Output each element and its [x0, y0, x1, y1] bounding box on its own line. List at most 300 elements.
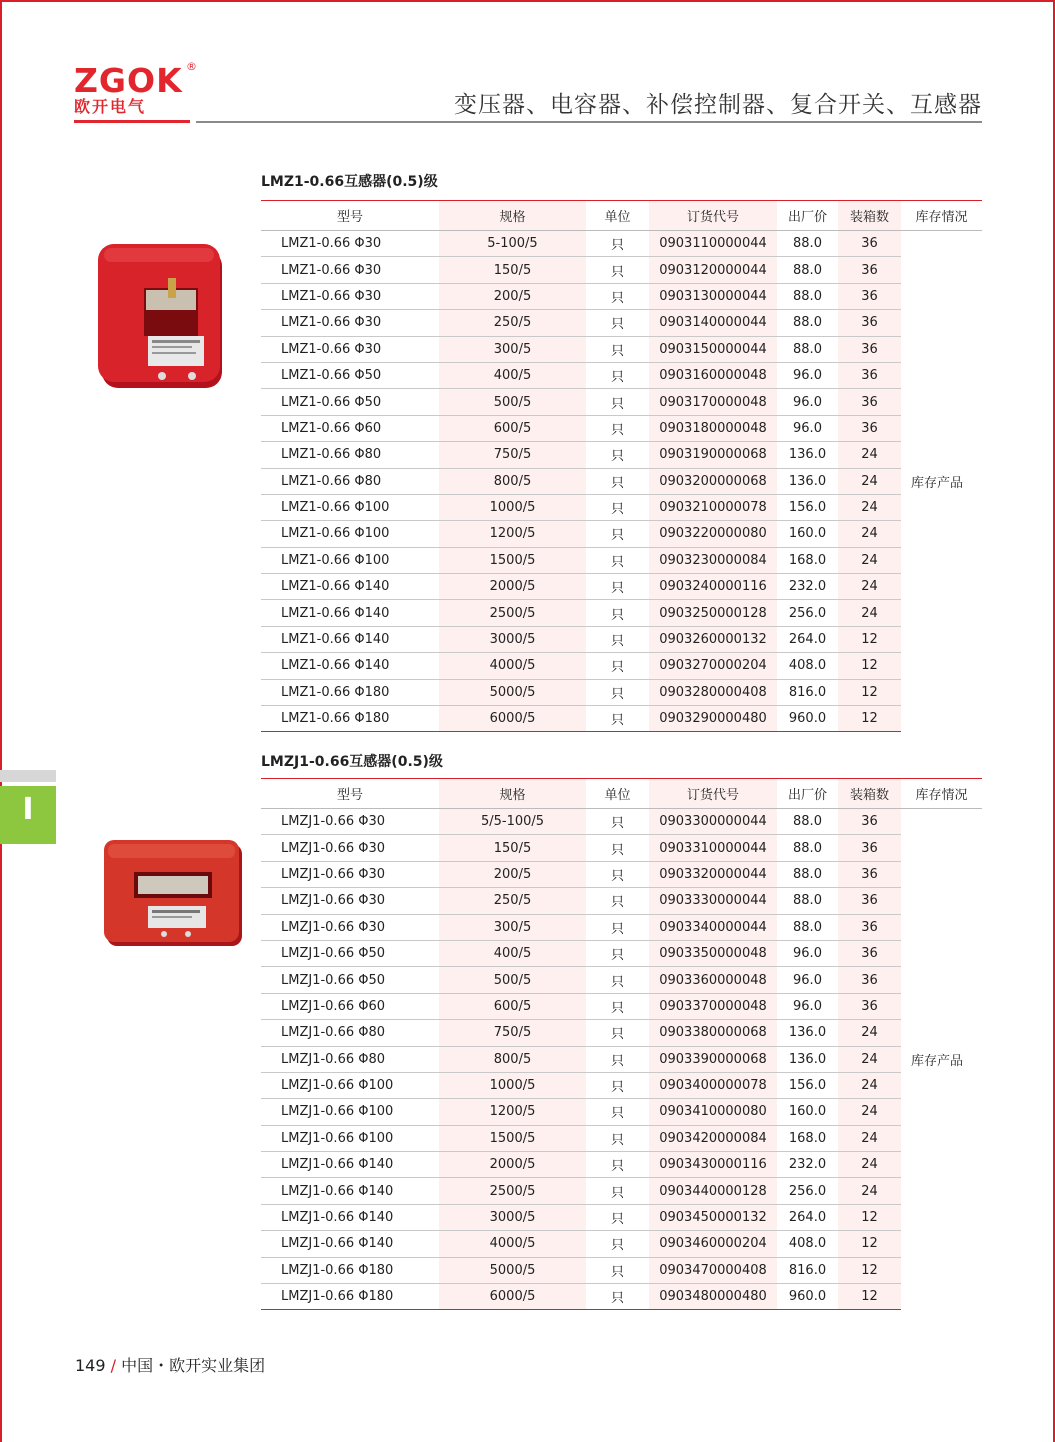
- cell-price: 136.0: [777, 1020, 838, 1046]
- cell-order-code: 0903110000044: [649, 231, 777, 257]
- cell-unit: 只: [586, 389, 649, 415]
- cell-model: LMZJ1-0.66 Φ30: [261, 888, 439, 914]
- cell-model: LMZJ1-0.66 Φ180: [261, 1257, 439, 1283]
- cell-model: LMZ1-0.66 Φ140: [261, 626, 439, 652]
- cell-unit: 只: [586, 1099, 649, 1125]
- side-tab-shade: [0, 770, 56, 782]
- cell-price: 96.0: [777, 362, 838, 388]
- page-number: 149: [75, 1356, 106, 1375]
- cell-pack-qty: 24: [838, 1152, 901, 1178]
- table-row: [261, 1125, 982, 1151]
- cell-model: LMZJ1-0.66 Φ140: [261, 1178, 439, 1204]
- cell-order-code: 0903350000048: [649, 940, 777, 966]
- cell-spec: 300/5: [439, 914, 586, 940]
- cell-model: LMZJ1-0.66 Φ100: [261, 1125, 439, 1151]
- cell-spec: 5000/5: [439, 1257, 586, 1283]
- col-header-order-code: 订货代号: [649, 201, 777, 231]
- cell-order-code: 0903170000048: [649, 389, 777, 415]
- cell-pack-qty: 36: [838, 336, 901, 362]
- cell-model: LMZ1-0.66 Φ30: [261, 257, 439, 283]
- cell-unit: 只: [586, 336, 649, 362]
- cell-stock-status: 库存产品: [911, 475, 964, 491]
- cell-price: 136.0: [777, 468, 838, 494]
- cell-model: LMZJ1-0.66 Φ80: [261, 1020, 439, 1046]
- logo-underline: [74, 120, 190, 123]
- cell-unit: 只: [586, 521, 649, 547]
- section-title-lmzj1: LMZJ1-0.66互感器(0.5)级: [261, 754, 443, 770]
- cell-model: LMZ1-0.66 Φ30: [261, 336, 439, 362]
- cell-pack-qty: 36: [838, 809, 901, 835]
- page-title: 变压器、电容器、补偿控制器、复合开关、互感器: [454, 92, 982, 118]
- cell-unit: 只: [586, 888, 649, 914]
- cell-model: LMZJ1-0.66 Φ30: [261, 914, 439, 940]
- cell-order-code: 0903200000068: [649, 468, 777, 494]
- cell-price: 96.0: [777, 967, 838, 993]
- cell-model: LMZ1-0.66 Φ30: [261, 283, 439, 309]
- cell-order-code: 0903280000408: [649, 679, 777, 705]
- table-row: [261, 257, 982, 283]
- cell-model: LMZ1-0.66 Φ180: [261, 679, 439, 705]
- cell-price: 88.0: [777, 809, 838, 835]
- cell-spec: 750/5: [439, 1020, 586, 1046]
- cell-unit: 只: [586, 967, 649, 993]
- table-row: [261, 809, 982, 835]
- cell-price: 816.0: [777, 1257, 838, 1283]
- table-row: [261, 494, 982, 520]
- cell-unit: 只: [586, 600, 649, 626]
- cell-model: LMZJ1-0.66 Φ50: [261, 967, 439, 993]
- cell-spec: 1000/5: [439, 494, 586, 520]
- cell-unit: 只: [586, 468, 649, 494]
- cell-spec: 1000/5: [439, 1072, 586, 1098]
- cell-unit: 只: [586, 1231, 649, 1257]
- lmzj1-transformer-image: [104, 838, 244, 948]
- cell-price: 88.0: [777, 914, 838, 940]
- cell-order-code: 0903290000480: [649, 706, 777, 732]
- table-row: [261, 993, 982, 1019]
- cell-spec: 750/5: [439, 442, 586, 468]
- table-row: [261, 415, 982, 441]
- table-row: [261, 861, 982, 887]
- cell-unit: 只: [586, 653, 649, 679]
- cell-spec: 250/5: [439, 888, 586, 914]
- cell-pack-qty: 12: [838, 706, 901, 732]
- table-row: [261, 521, 982, 547]
- table-row: [261, 679, 982, 705]
- cell-model: LMZ1-0.66 Φ180: [261, 706, 439, 732]
- cell-spec: 600/5: [439, 415, 586, 441]
- cell-model: LMZJ1-0.66 Φ30: [261, 809, 439, 835]
- cell-price: 256.0: [777, 1178, 838, 1204]
- cell-price: 408.0: [777, 1231, 838, 1257]
- cell-pack-qty: 12: [838, 653, 901, 679]
- table-row: [261, 706, 982, 732]
- cell-model: LMZ1-0.66 Φ30: [261, 310, 439, 336]
- logo-subtitle: 欧开电气: [74, 97, 147, 116]
- cell-pack-qty: 24: [838, 1072, 901, 1098]
- chapter-tab: I: [0, 786, 56, 844]
- cell-pack-qty: 12: [838, 1204, 901, 1230]
- cell-order-code: 0903260000132: [649, 626, 777, 652]
- cell-order-code: 0903150000044: [649, 336, 777, 362]
- cell-unit: 只: [586, 861, 649, 887]
- cell-pack-qty: 36: [838, 914, 901, 940]
- cell-order-code: 0903380000068: [649, 1020, 777, 1046]
- col-header-stock: 库存情况: [901, 779, 982, 809]
- cell-price: 156.0: [777, 1072, 838, 1098]
- cell-order-code: 0903190000068: [649, 442, 777, 468]
- cell-spec: 2000/5: [439, 574, 586, 600]
- table-row: [261, 1284, 982, 1310]
- cell-pack-qty: 36: [838, 940, 901, 966]
- cell-order-code: 0903270000204: [649, 653, 777, 679]
- cell-unit: 只: [586, 679, 649, 705]
- cell-unit: 只: [586, 1257, 649, 1283]
- cell-price: 88.0: [777, 835, 838, 861]
- cell-model: LMZ1-0.66 Φ100: [261, 547, 439, 573]
- cell-order-code: 0903360000048: [649, 967, 777, 993]
- cell-pack-qty: 36: [838, 835, 901, 861]
- cell-spec: 200/5: [439, 861, 586, 887]
- cell-spec: 6000/5: [439, 1284, 586, 1310]
- table-row: [261, 362, 982, 388]
- table-row: [261, 626, 982, 652]
- cell-spec: 2500/5: [439, 1178, 586, 1204]
- cell-unit: 只: [586, 1178, 649, 1204]
- cell-price: 816.0: [777, 679, 838, 705]
- table-row: [261, 1178, 982, 1204]
- cell-price: 88.0: [777, 861, 838, 887]
- cell-unit: 只: [586, 415, 649, 441]
- table-row: [261, 600, 982, 626]
- table-row: [261, 574, 982, 600]
- cell-price: 256.0: [777, 600, 838, 626]
- cell-model: LMZ1-0.66 Φ100: [261, 494, 439, 520]
- cell-model: LMZ1-0.66 Φ80: [261, 442, 439, 468]
- cell-price: 232.0: [777, 574, 838, 600]
- cell-spec: 2000/5: [439, 1152, 586, 1178]
- cell-price: 88.0: [777, 231, 838, 257]
- logo-wordmark: ZGOK: [74, 61, 183, 100]
- table-row: [261, 336, 982, 362]
- page-border-top: [0, 0, 1055, 2]
- cell-model: LMZJ1-0.66 Φ30: [261, 861, 439, 887]
- section-title-lmz1: LMZ1-0.66互感器(0.5)级: [261, 174, 438, 190]
- cell-spec: 1500/5: [439, 1125, 586, 1151]
- cell-spec: 200/5: [439, 283, 586, 309]
- cell-price: 264.0: [777, 1204, 838, 1230]
- table-row: [261, 1099, 982, 1125]
- cell-order-code: 0903330000044: [649, 888, 777, 914]
- cell-order-code: 0903220000080: [649, 521, 777, 547]
- table-row: [261, 389, 982, 415]
- cell-spec: 3000/5: [439, 1204, 586, 1230]
- cell-unit: 只: [586, 494, 649, 520]
- cell-model: LMZJ1-0.66 Φ180: [261, 1284, 439, 1310]
- cell-price: 88.0: [777, 888, 838, 914]
- cell-pack-qty: 12: [838, 626, 901, 652]
- cell-spec: 800/5: [439, 1046, 586, 1072]
- col-header-unit: 单位: [586, 779, 649, 809]
- col-header-price: 出厂价: [777, 779, 838, 809]
- col-header-stock: 库存情况: [901, 201, 982, 231]
- col-header-spec: 规格: [439, 779, 586, 809]
- cell-pack-qty: 24: [838, 521, 901, 547]
- cell-spec: 1200/5: [439, 521, 586, 547]
- brand-logo: [74, 60, 197, 124]
- header-rule: [196, 121, 982, 123]
- cell-pack-qty: 12: [838, 1231, 901, 1257]
- cell-order-code: 0903430000116: [649, 1152, 777, 1178]
- cell-pack-qty: 36: [838, 888, 901, 914]
- cell-unit: 只: [586, 231, 649, 257]
- cell-pack-qty: 36: [838, 310, 901, 336]
- cell-order-code: 0903470000408: [649, 1257, 777, 1283]
- cell-unit: 只: [586, 809, 649, 835]
- cell-order-code: 0903250000128: [649, 600, 777, 626]
- table-row: [261, 1072, 982, 1098]
- cell-model: LMZJ1-0.66 Φ140: [261, 1152, 439, 1178]
- table-row: [261, 231, 982, 257]
- cell-order-code: 0903140000044: [649, 310, 777, 336]
- cell-spec: 5/5-100/5: [439, 809, 586, 835]
- col-header-model: 型号: [261, 201, 439, 231]
- cell-unit: 只: [586, 1152, 649, 1178]
- cell-order-code: 0903130000044: [649, 283, 777, 309]
- cell-order-code: 0903120000044: [649, 257, 777, 283]
- cell-spec: 1200/5: [439, 1099, 586, 1125]
- cell-order-code: 0903310000044: [649, 835, 777, 861]
- table-row: [261, 940, 982, 966]
- table-row: [261, 888, 982, 914]
- cell-pack-qty: 24: [838, 600, 901, 626]
- cell-price: 408.0: [777, 653, 838, 679]
- lmz1-transformer-image: [98, 240, 226, 392]
- cell-pack-qty: 24: [838, 1125, 901, 1151]
- table-row: [261, 1020, 982, 1046]
- cell-spec: 500/5: [439, 389, 586, 415]
- cell-price: 88.0: [777, 283, 838, 309]
- table-row: [261, 914, 982, 940]
- cell-price: 96.0: [777, 940, 838, 966]
- cell-unit: 只: [586, 257, 649, 283]
- cell-pack-qty: 36: [838, 967, 901, 993]
- col-header-model: 型号: [261, 779, 439, 809]
- cell-pack-qty: 36: [838, 993, 901, 1019]
- cell-price: 136.0: [777, 1046, 838, 1072]
- cell-order-code: 0903400000078: [649, 1072, 777, 1098]
- cell-unit: 只: [586, 547, 649, 573]
- cell-spec: 2500/5: [439, 600, 586, 626]
- footer-slash: /: [110, 1356, 117, 1375]
- cell-pack-qty: 24: [838, 1020, 901, 1046]
- footer-company: 中国・欧开实业集团: [121, 1356, 266, 1375]
- table-row: [261, 1257, 982, 1283]
- cell-pack-qty: 36: [838, 861, 901, 887]
- table-row: [261, 653, 982, 679]
- cell-price: 136.0: [777, 442, 838, 468]
- cell-spec: 600/5: [439, 993, 586, 1019]
- cell-pack-qty: 24: [838, 442, 901, 468]
- cell-model: LMZJ1-0.66 Φ50: [261, 940, 439, 966]
- cell-spec: 3000/5: [439, 626, 586, 652]
- cell-unit: 只: [586, 574, 649, 600]
- cell-price: 264.0: [777, 626, 838, 652]
- cell-model: LMZ1-0.66 Φ80: [261, 468, 439, 494]
- table-row: [261, 1204, 982, 1230]
- cell-pack-qty: 24: [838, 547, 901, 573]
- cell-price: 88.0: [777, 257, 838, 283]
- cell-model: LMZJ1-0.66 Φ30: [261, 835, 439, 861]
- cell-model: LMZJ1-0.66 Φ80: [261, 1046, 439, 1072]
- cell-order-code: 0903480000480: [649, 1284, 777, 1310]
- cell-pack-qty: 24: [838, 468, 901, 494]
- cell-price: 96.0: [777, 415, 838, 441]
- cell-order-code: 0903240000116: [649, 574, 777, 600]
- cell-order-code: 0903410000080: [649, 1099, 777, 1125]
- cell-price: 960.0: [777, 706, 838, 732]
- cell-pack-qty: 12: [838, 1257, 901, 1283]
- table-row: [261, 1046, 982, 1072]
- cell-order-code: 0903420000084: [649, 1125, 777, 1151]
- cell-model: LMZ1-0.66 Φ50: [261, 362, 439, 388]
- cell-spec: 150/5: [439, 257, 586, 283]
- table-row: [261, 468, 982, 494]
- col-header-price: 出厂价: [777, 201, 838, 231]
- cell-order-code: 0903230000084: [649, 547, 777, 573]
- cell-unit: 只: [586, 442, 649, 468]
- cell-price: 960.0: [777, 1284, 838, 1310]
- cell-model: LMZJ1-0.66 Φ100: [261, 1099, 439, 1125]
- cell-unit: 只: [586, 1046, 649, 1072]
- cell-order-code: 0903160000048: [649, 362, 777, 388]
- cell-unit: 只: [586, 1125, 649, 1151]
- cell-pack-qty: 24: [838, 1099, 901, 1125]
- cell-model: LMZ1-0.66 Φ140: [261, 653, 439, 679]
- cell-price: 160.0: [777, 521, 838, 547]
- cell-price: 96.0: [777, 993, 838, 1019]
- cell-spec: 4000/5: [439, 1231, 586, 1257]
- cell-pack-qty: 12: [838, 1284, 901, 1310]
- cell-order-code: 0903180000048: [649, 415, 777, 441]
- cell-spec: 5000/5: [439, 679, 586, 705]
- cell-order-code: 0903370000048: [649, 993, 777, 1019]
- cell-price: 88.0: [777, 336, 838, 362]
- col-header-order-code: 订货代号: [649, 779, 777, 809]
- cell-pack-qty: 24: [838, 574, 901, 600]
- cell-unit: 只: [586, 706, 649, 732]
- cell-price: 168.0: [777, 1125, 838, 1151]
- cell-model: LMZJ1-0.66 Φ140: [261, 1204, 439, 1230]
- cell-model: LMZ1-0.66 Φ60: [261, 415, 439, 441]
- cell-model: LMZJ1-0.66 Φ60: [261, 993, 439, 1019]
- table-row: [261, 283, 982, 309]
- table-lmzj1: [261, 778, 982, 1310]
- cell-model: LMZ1-0.66 Φ100: [261, 521, 439, 547]
- cell-price: 232.0: [777, 1152, 838, 1178]
- cell-spec: 400/5: [439, 940, 586, 966]
- cell-spec: 6000/5: [439, 706, 586, 732]
- cell-order-code: 0903300000044: [649, 809, 777, 835]
- cell-unit: 只: [586, 1020, 649, 1046]
- cell-model: LMZJ1-0.66 Φ100: [261, 1072, 439, 1098]
- table-row: [261, 310, 982, 336]
- cell-unit: 只: [586, 283, 649, 309]
- cell-price: 88.0: [777, 310, 838, 336]
- cell-spec: 300/5: [439, 336, 586, 362]
- cell-pack-qty: 12: [838, 679, 901, 705]
- cell-pack-qty: 24: [838, 494, 901, 520]
- cell-price: 96.0: [777, 389, 838, 415]
- cell-order-code: 0903440000128: [649, 1178, 777, 1204]
- cell-spec: 500/5: [439, 967, 586, 993]
- cell-pack-qty: 36: [838, 231, 901, 257]
- page-border-left: [0, 0, 2, 1442]
- cell-spec: 5-100/5: [439, 231, 586, 257]
- col-header-unit: 单位: [586, 201, 649, 231]
- cell-spec: 400/5: [439, 362, 586, 388]
- cell-unit: 只: [586, 1072, 649, 1098]
- col-header-spec: 规格: [439, 201, 586, 231]
- cell-model: LMZ1-0.66 Φ140: [261, 600, 439, 626]
- cell-order-code: 0903320000044: [649, 861, 777, 887]
- cell-order-code: 0903460000204: [649, 1231, 777, 1257]
- col-header-pack-qty: 装箱数: [838, 201, 901, 231]
- cell-model: LMZJ1-0.66 Φ140: [261, 1231, 439, 1257]
- cell-spec: 250/5: [439, 310, 586, 336]
- registered-mark: ®: [186, 60, 197, 73]
- cell-unit: 只: [586, 993, 649, 1019]
- cell-order-code: 0903340000044: [649, 914, 777, 940]
- cell-unit: 只: [586, 626, 649, 652]
- page-footer: [75, 1353, 265, 1376]
- table-row: [261, 547, 982, 573]
- cell-price: 156.0: [777, 494, 838, 520]
- table-row: [261, 1152, 982, 1178]
- table-header-row: [261, 201, 982, 231]
- cell-pack-qty: 36: [838, 257, 901, 283]
- cell-pack-qty: 36: [838, 283, 901, 309]
- table-row: [261, 1231, 982, 1257]
- cell-spec: 1500/5: [439, 547, 586, 573]
- cell-pack-qty: 36: [838, 389, 901, 415]
- cell-price: 168.0: [777, 547, 838, 573]
- table-lmz1: [261, 200, 982, 732]
- cell-pack-qty: 24: [838, 1178, 901, 1204]
- cell-unit: 只: [586, 1204, 649, 1230]
- cell-unit: 只: [586, 835, 649, 861]
- cell-model: LMZ1-0.66 Φ50: [261, 389, 439, 415]
- table-row: [261, 967, 982, 993]
- table-row: [261, 442, 982, 468]
- cell-model: LMZ1-0.66 Φ140: [261, 574, 439, 600]
- cell-unit: 只: [586, 914, 649, 940]
- cell-pack-qty: 24: [838, 1046, 901, 1072]
- col-header-pack-qty: 装箱数: [838, 779, 901, 809]
- cell-model: LMZ1-0.66 Φ30: [261, 231, 439, 257]
- cell-stock-status: 库存产品: [911, 1053, 964, 1069]
- cell-order-code: 0903390000068: [649, 1046, 777, 1072]
- cell-unit: 只: [586, 362, 649, 388]
- cell-unit: 只: [586, 310, 649, 336]
- cell-spec: 4000/5: [439, 653, 586, 679]
- cell-unit: 只: [586, 1284, 649, 1310]
- table-header-row: [261, 779, 982, 809]
- cell-price: 160.0: [777, 1099, 838, 1125]
- cell-spec: 800/5: [439, 468, 586, 494]
- table-row: [261, 835, 982, 861]
- cell-unit: 只: [586, 940, 649, 966]
